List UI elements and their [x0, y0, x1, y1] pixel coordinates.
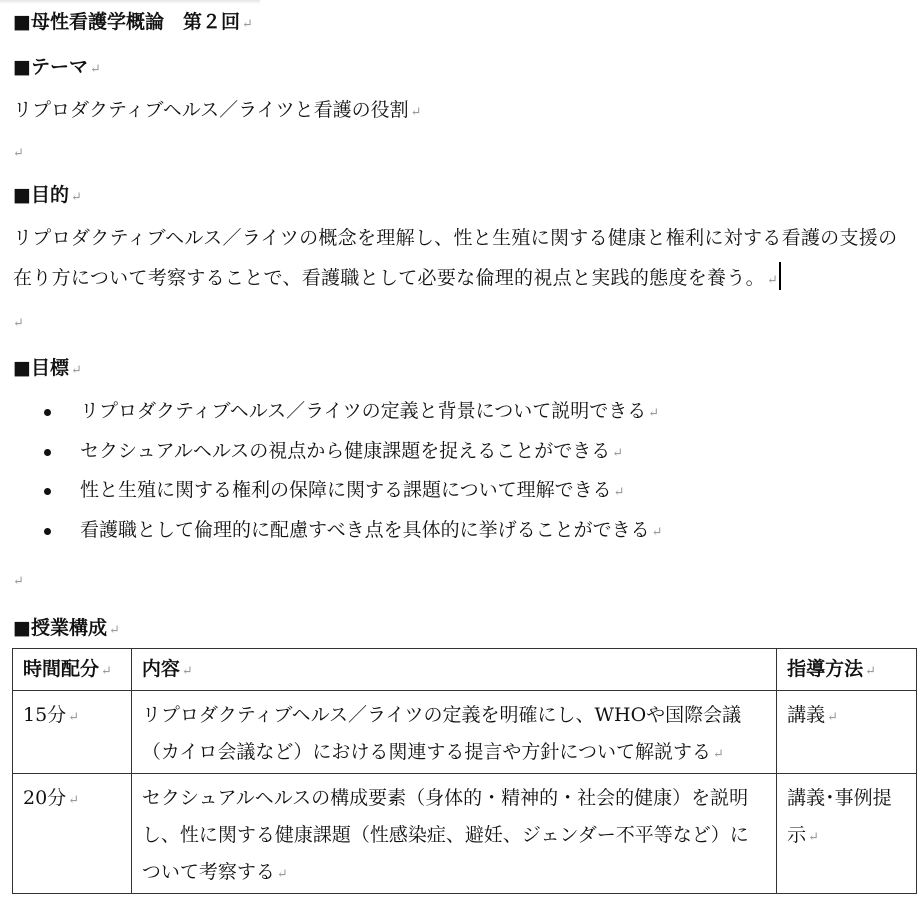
paragraph-mark-icon: ↵	[613, 485, 625, 500]
cell-time[interactable]: 15分 ↵	[13, 691, 132, 774]
cell-time[interactable]: 20分 ↵	[13, 774, 132, 894]
empty-paragraph-mark-icon[interactable]: ↵	[13, 316, 24, 331]
goals-heading[interactable]: ■目標 ↵	[13, 357, 82, 379]
list-item[interactable]: セクシュアルヘルスの視点から健康課題を捉えることができる ↵	[0, 433, 663, 473]
list-item[interactable]: 看護職として倫理的に配慮すべき点を具体的に挙げることができる ↵	[0, 512, 663, 552]
paragraph-mark-icon: ↵	[410, 105, 422, 120]
table-header-row	[13, 649, 917, 691]
paragraph-mark-icon: ↵	[241, 17, 253, 32]
paragraph-mark-icon: ↵	[276, 867, 288, 882]
paragraph-mark-icon: ↵	[766, 273, 779, 288]
cell-content[interactable]: セクシュアルヘルスの構成要素（身体的・精神的・社会的健康）を説明し、性に関する健康課題（性感染症、避妊、ジェンダー不平等など）について考察する ↵	[131, 774, 776, 894]
purpose-text[interactable]: リプロダクティブヘルス／ライツの概念を理解し、性と生殖に関する健康と権利に対する看護の支援の在り方について考察することで、看護職として必要な倫理的視点と実践的態度を養う。 ↵	[13, 227, 898, 289]
paragraph-mark-icon: ↵	[68, 710, 80, 725]
list-item[interactable]: 性と生殖に関する権利の保障に関する課題について理解できる ↵	[0, 472, 663, 512]
theme-text[interactable]: リプロダクティブヘルス／ライツと看護の役割 ↵	[13, 99, 422, 121]
purpose-heading[interactable]: ■目的 ↵	[13, 184, 82, 206]
table-row	[13, 774, 917, 894]
cell-method[interactable]: 講義･事例提示 ↵	[777, 774, 917, 894]
text-cursor	[779, 262, 781, 290]
empty-paragraph-mark-icon[interactable]: ↵	[13, 574, 24, 589]
paragraph-mark-icon: ↵	[808, 830, 820, 845]
paragraph-mark-icon: ↵	[651, 524, 663, 540]
theme-heading[interactable]: ■テーマ ↵	[13, 56, 101, 78]
empty-paragraph-mark-icon[interactable]: ↵	[13, 146, 24, 161]
paragraph-mark-icon: ↵	[827, 710, 839, 725]
paragraph-mark-icon: ↵	[89, 62, 101, 77]
paragraph-mark-icon: ↵	[101, 664, 112, 679]
header-time[interactable]: 時間配分 ↵	[13, 649, 132, 691]
bullet-icon	[44, 488, 51, 495]
paragraph-mark-icon: ↵	[70, 363, 82, 378]
bullet-icon	[44, 409, 51, 416]
paragraph-mark-icon: ↵	[612, 445, 624, 461]
paragraph-mark-icon: ↵	[648, 406, 660, 421]
bullet-icon	[44, 449, 51, 456]
table-row	[13, 691, 917, 774]
paragraph-mark-icon: ↵	[865, 664, 877, 679]
page-top-shadow	[0, 0, 260, 4]
paragraph-mark-icon: ↵	[108, 623, 120, 638]
header-method[interactable]: 指導方法 ↵	[777, 649, 917, 691]
lesson-structure-table	[12, 648, 917, 894]
header-content[interactable]: 内容 ↵	[131, 649, 776, 691]
paragraph-mark-icon: ↵	[712, 747, 724, 762]
goals-list	[0, 393, 663, 551]
bullet-icon	[44, 528, 51, 535]
paragraph-mark-icon: ↵	[181, 664, 193, 679]
paragraph-mark-icon: ↵	[68, 793, 80, 808]
structure-heading[interactable]: ■授業構成 ↵	[13, 617, 120, 639]
paragraph-mark-icon: ↵	[70, 190, 82, 205]
document-title[interactable]: ■母性看護学概論 第２回 ↵	[13, 11, 253, 33]
list-item[interactable]: リプロダクティブヘルス／ライツの定義と背景について説明できる ↵	[0, 393, 663, 433]
cell-method[interactable]: 講義 ↵	[777, 691, 917, 774]
cell-content[interactable]: リプロダクティブヘルス／ライツの定義を明確にし、WHOや国際会議（カイロ会議など）における関連する提言や方針について解説する ↵	[131, 691, 776, 774]
